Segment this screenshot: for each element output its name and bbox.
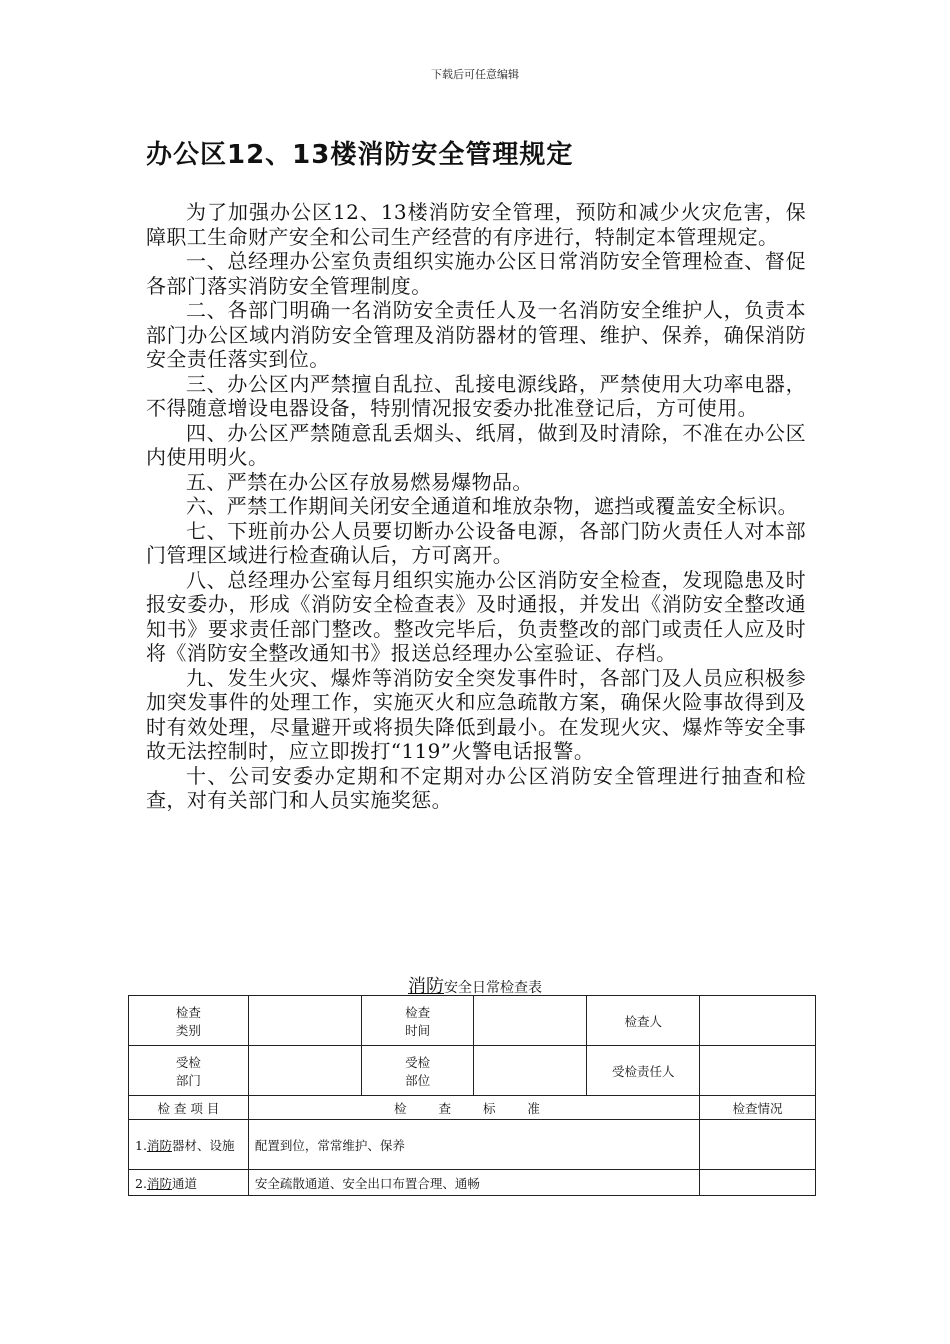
- paragraph-1: 一、总经理办公室负责组织实施办公区日常消防安全管理检查、督促各部门落实消防安全管理制度。: [146, 249, 806, 298]
- paragraph-8: 八、总经理办公室每月组织实施办公区消防安全检查，发现隐患及时报安委办，形成《消防安全检查表》及时通报，并发出《消防安全整改通知书》要求责任部门整改。整改完毕后，负责整改的部门或责任人应及时将《消防安全整改通知书》报送总经理办公室验证、存档。: [146, 567, 806, 665]
- inspector-value[interactable]: [700, 996, 816, 1046]
- inspected-position-label: 受检 部位: [361, 1046, 474, 1096]
- standard-cell: 安全疏散通道、安全出口布置合理、通畅: [248, 1170, 699, 1196]
- table-row: [129, 996, 816, 1046]
- header-note: 下载后可任意编辑: [431, 68, 519, 81]
- col-header-status: 检查情况: [700, 1096, 816, 1120]
- check-category-label: 检查 类别: [129, 996, 249, 1046]
- standard-cell: 配置到位，常常维护、保养: [248, 1120, 699, 1170]
- inspector-label: 检查人: [587, 996, 700, 1046]
- status-cell[interactable]: [700, 1120, 816, 1170]
- document-title: 办公区12、13楼消防安全管理规定: [146, 140, 574, 170]
- table-title-rest: 安全日常检查表: [444, 980, 542, 996]
- inspected-responsible-label: 受检责任人: [587, 1046, 700, 1096]
- item-cell: 2.消防通道: [129, 1170, 249, 1196]
- paragraph-6: 六、严禁工作期间关闭安全通道和堆放杂物，遮挡或覆盖安全标识。: [186, 494, 798, 518]
- table-row: [129, 1120, 816, 1170]
- item-cell: 1.消防器材、设施: [129, 1120, 249, 1170]
- paragraph-7: 七、下班前办公人员要切断办公设备电源，各部门防火责任人对本部门管理区域进行检查确认后，方可离开。: [146, 518, 806, 567]
- check-time-label: 检查 时间: [361, 996, 474, 1046]
- paragraph-intro: 为了加强办公区12、13楼消防安全管理，预防和减少火灾危害，保障职工生命财产安全和公司生产经营的有序进行，特制定本管理规定。: [146, 200, 806, 249]
- check-time-value[interactable]: [474, 996, 587, 1046]
- paragraph-9: 九、发生火灾、爆炸等消防安全突发事件时，各部门及人员应积极参加突发事件的处理工作，实施灭火和应急疏散方案，确保火险事故得到及时有效处理，尽量避开或将损失降低到最小。在发现火灾、爆炸等安全事故无法控制时，应立即拨打“119”火警电话报警。: [146, 665, 806, 763]
- inspected-responsible-value[interactable]: [700, 1046, 816, 1096]
- paragraph-2: 二、各部门明确一名消防安全责任人及一名消防安全维护人，负责本部门办公区域内消防安全管理及消防器材的管理、维护、保养，确保消防安全责任落实到位。: [146, 298, 806, 371]
- inspection-table: [128, 995, 816, 1196]
- regulation-body: [146, 200, 806, 813]
- inspected-dept-value[interactable]: [248, 1046, 361, 1096]
- inspected-dept-label: 受检 部门: [129, 1046, 249, 1096]
- table-header-row: [129, 1096, 816, 1120]
- paragraph-5: 五、严禁在办公区存放易燃易爆物品。: [186, 469, 533, 494]
- table-row: [129, 1046, 816, 1096]
- status-cell[interactable]: [700, 1170, 816, 1196]
- col-header-item: 检 查 项 目: [129, 1096, 249, 1120]
- table-title-emphasis: 消防: [408, 976, 444, 997]
- inspected-position-value[interactable]: [474, 1046, 587, 1096]
- paragraph-3: 三、办公区内严禁擅自乱拉、乱接电源线路，严禁使用大功率电器，不得随意增设电器设备，特别情况报安委办批准登记后，方可使用。: [146, 371, 806, 420]
- check-category-value[interactable]: [248, 996, 361, 1046]
- col-header-standard: 检 查 标 准: [248, 1096, 699, 1120]
- paragraph-4: 四、办公区严禁随意乱丢烟头、纸屑，做到及时清除，不准在办公区内使用明火。: [146, 420, 806, 469]
- table-row: [129, 1170, 816, 1196]
- paragraph-10: 十、公司安委办定期和不定期对办公区消防安全管理进行抽查和检查，对有关部门和人员实施奖惩。: [146, 763, 806, 812]
